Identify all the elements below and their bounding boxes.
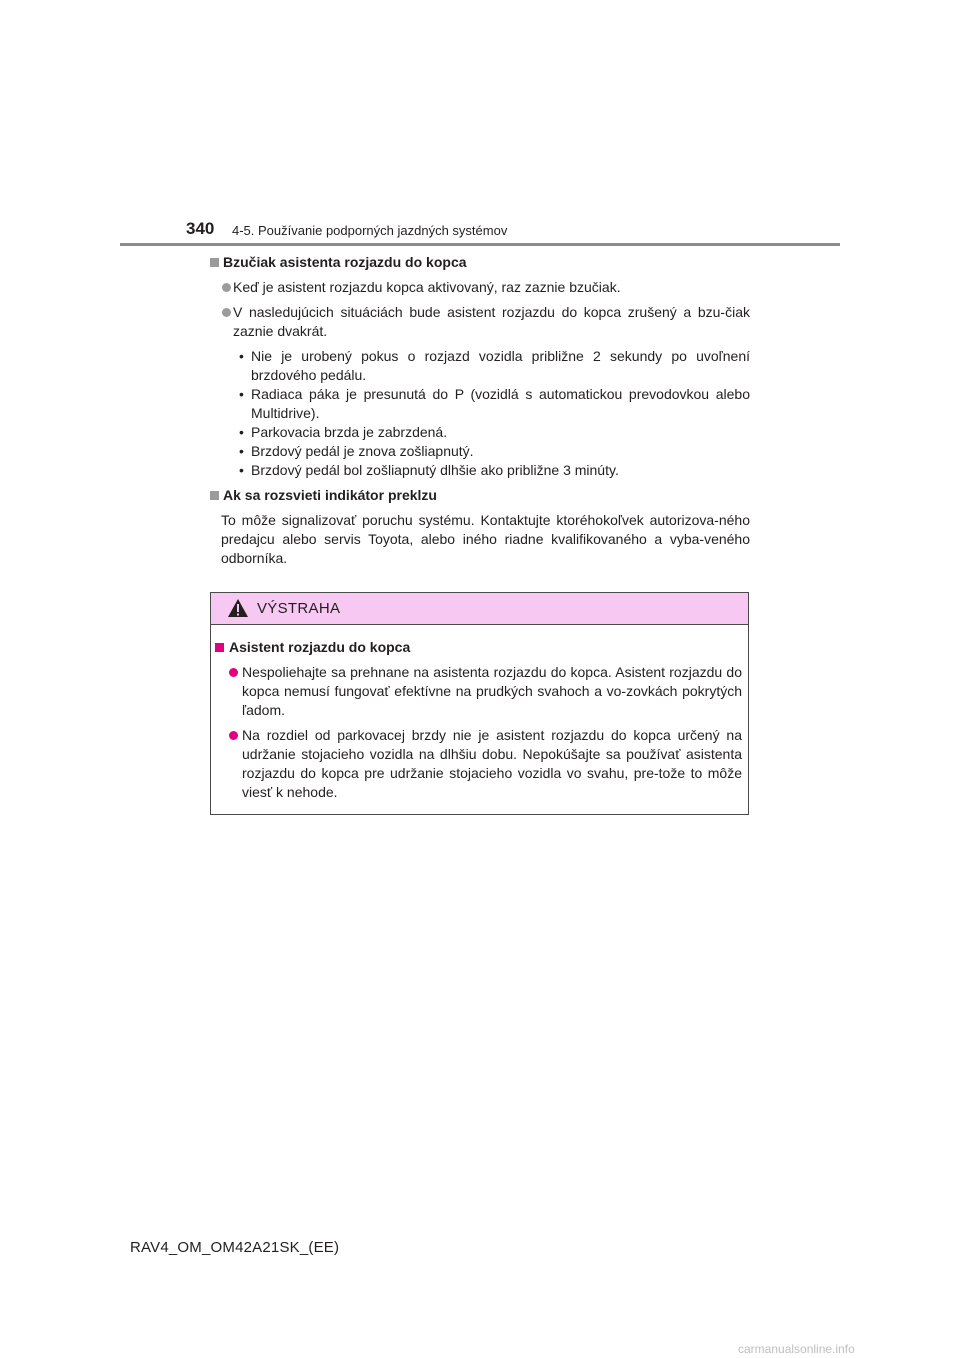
warning-title: VÝSTRAHA	[257, 600, 341, 617]
main-content	[210, 253, 750, 574]
sub-list-item: • Brzdový pedál bol zošliapnutý dlhšie ako približne 3 minúty.	[239, 462, 619, 478]
sub-list-item: • Nie je urobený pokus o rozjazd vozidla približne 2 sekundy po uvoľnení brzdového pedálu.	[239, 348, 750, 383]
list-item: Nespoliehajte sa prehnane na asistenta rozjazdu do kopca. Asistent rozjazdu do kopca nemusí fungovať efektívne na prudkých svahoch a vo-zovkách pokrytých ľadom.	[215, 663, 742, 720]
list-item: V nasledujúcich situáciách bude asistent rozjazdu do kopca zrušený a bzu-čiak zaznie dvakrát.	[210, 303, 750, 341]
section-heading-slip-indicator: Ak sa rozsvieti indikátor preklzu	[210, 486, 750, 505]
chapter-title: 4-5. Používanie podporných jazdných systémov	[232, 223, 508, 238]
circle-bullet-icon	[229, 668, 238, 677]
list-item: Keď je asistent rozjazdu kopca aktivovaný, raz zaznie bzučiak.	[210, 278, 750, 297]
circle-bullet-icon	[222, 308, 231, 317]
square-bullet-icon	[210, 258, 219, 267]
page-number: 340	[186, 219, 215, 238]
warning-heading: Asistent rozjazdu do kopca	[215, 638, 742, 657]
warning-box	[210, 592, 749, 815]
section-heading-buzzer: Bzučiak asistenta rozjazdu do kopca	[210, 253, 750, 272]
square-bullet-icon	[210, 491, 219, 500]
watermark: carmanualsonline.info	[738, 1342, 855, 1356]
header-rule	[120, 243, 840, 246]
sub-list-item: • Parkovacia brzda je zabrzdená.	[239, 424, 448, 440]
list-item: Na rozdiel od parkovacej brzdy nie je asistent rozjazdu do kopca určený na udržanie stojacieho vozidla na dlhšiu dobu. Nepokúšajte sa používať asistenta rozjazdu do kopca pre udržanie stojacieho vozidla vo svahu, pre-tože to môže viesť k nehode.	[215, 726, 742, 802]
circle-bullet-icon	[222, 283, 231, 292]
warning-body	[211, 625, 748, 802]
square-bullet-icon	[215, 643, 224, 652]
warning-header	[211, 593, 748, 625]
sub-list	[210, 347, 750, 480]
page-header	[186, 219, 746, 239]
section-paragraph: To môže signalizovať poruchu systému. Kontaktujte ktoréhokoľvek autorizova-ného predajcu alebo servis Toyota, alebo iného riadne kvalifikovaného a vyba-veného odborníka.	[221, 512, 750, 566]
document-code: RAV4_OM_OM42A21SK_(EE)	[130, 1239, 340, 1256]
circle-bullet-icon	[229, 731, 238, 740]
sub-list-item: • Brzdový pedál je znova zošliapnutý.	[239, 443, 474, 459]
warning-triangle-icon	[227, 598, 249, 618]
sub-list-item: • Radiaca páka je presunutá do P (vozidlá s automatickou prevodovkou alebo Multidrive).	[239, 386, 750, 421]
